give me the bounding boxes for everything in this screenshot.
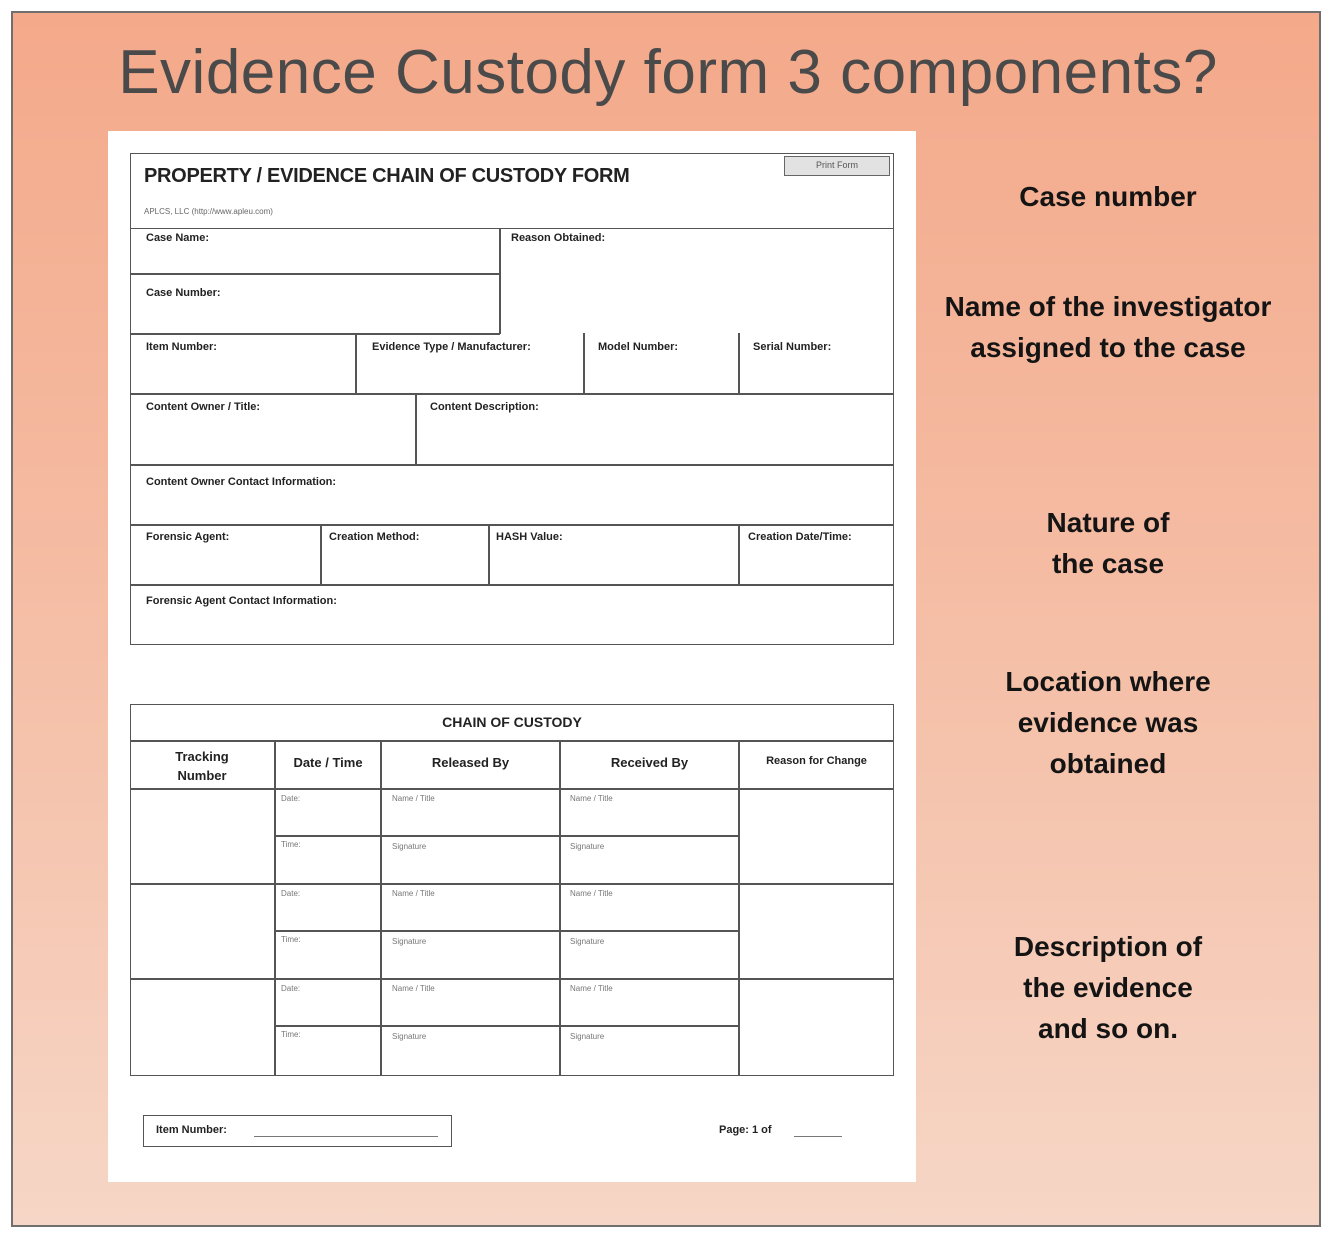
received-signature-label: Signature bbox=[570, 937, 605, 946]
released-signature-label: Signature bbox=[392, 842, 427, 851]
bullet-investigator-name: Name of the investigator assigned to the case bbox=[944, 291, 1272, 363]
reason-obtained-label: Reason Obtained: bbox=[511, 232, 606, 244]
bullet-case-number: Case number bbox=[1019, 181, 1197, 212]
column-released-by: Released By bbox=[431, 755, 510, 770]
footer-page-label: Page: 1 of bbox=[719, 1124, 772, 1136]
column-tracking-number: Tracking Number bbox=[175, 749, 229, 783]
form-subtitle: APLCS, LLC (http://www.apleu.com) bbox=[144, 207, 273, 216]
serial-number-label: Serial Number: bbox=[753, 341, 832, 353]
hash-value-label: HASH Value: bbox=[496, 531, 563, 543]
agent-contact-label: Forensic Agent Contact Information: bbox=[146, 595, 337, 607]
creation-datetime-label: Creation Date/Time: bbox=[748, 531, 852, 543]
received-signature-label: Signature bbox=[570, 842, 605, 851]
bullet-nature-of-case: Nature of the case bbox=[1046, 507, 1170, 579]
received-signature-label: Signature bbox=[570, 1032, 605, 1041]
creation-method-label: Creation Method: bbox=[329, 531, 420, 543]
released-name-label: Name / Title bbox=[392, 794, 435, 803]
custody-form-image bbox=[108, 131, 916, 1182]
column-received-by: Received By bbox=[610, 755, 689, 770]
time-cell-label: Time: bbox=[281, 1030, 301, 1039]
received-name-label: Name / Title bbox=[570, 984, 613, 993]
bullet-evidence-description: Description of the evidence and so on. bbox=[1013, 931, 1203, 1044]
received-name-label: Name / Title bbox=[570, 889, 613, 898]
bullet-evidence-location: Location where evidence was obtained bbox=[1005, 666, 1211, 779]
content-description-label: Content Description: bbox=[430, 401, 539, 413]
form-title: PROPERTY / EVIDENCE CHAIN OF CUSTODY FORM bbox=[144, 165, 630, 187]
custody-heading: CHAIN OF CUSTODY bbox=[442, 714, 582, 730]
forensic-agent-label: Forensic Agent: bbox=[146, 531, 230, 543]
released-signature-label: Signature bbox=[392, 1032, 427, 1041]
released-name-label: Name / Title bbox=[392, 889, 435, 898]
slide-title: Evidence Custody form 3 components? bbox=[118, 38, 1218, 107]
received-name-label: Name / Title bbox=[570, 794, 613, 803]
slide bbox=[11, 11, 1321, 1227]
footer-item-number-label: Item Number: bbox=[156, 1124, 227, 1136]
content-owner-label: Content Owner / Title: bbox=[146, 401, 261, 413]
column-reason-for-change: Reason for Change bbox=[766, 755, 867, 767]
released-signature-label: Signature bbox=[392, 937, 427, 946]
form-info-grid bbox=[130, 228, 894, 645]
case-name-label: Case Name: bbox=[146, 232, 209, 244]
time-cell-label: Time: bbox=[281, 840, 301, 849]
print-form-button[interactable]: Print Form bbox=[784, 156, 890, 176]
column-date-time: Date / Time bbox=[293, 755, 363, 770]
model-number-label: Model Number: bbox=[598, 341, 679, 353]
evidence-type-label: Evidence Type / Manufacturer: bbox=[372, 341, 531, 353]
date-cell-label: Date: bbox=[281, 794, 301, 803]
case-number-label: Case Number: bbox=[146, 287, 221, 299]
date-cell-label: Date: bbox=[281, 984, 301, 993]
released-name-label: Name / Title bbox=[392, 984, 435, 993]
owner-contact-label: Content Owner Contact Information: bbox=[146, 476, 337, 488]
time-cell-label: Time: bbox=[281, 935, 301, 944]
item-number-label: Item Number: bbox=[146, 341, 217, 353]
date-cell-label: Date: bbox=[281, 889, 301, 898]
